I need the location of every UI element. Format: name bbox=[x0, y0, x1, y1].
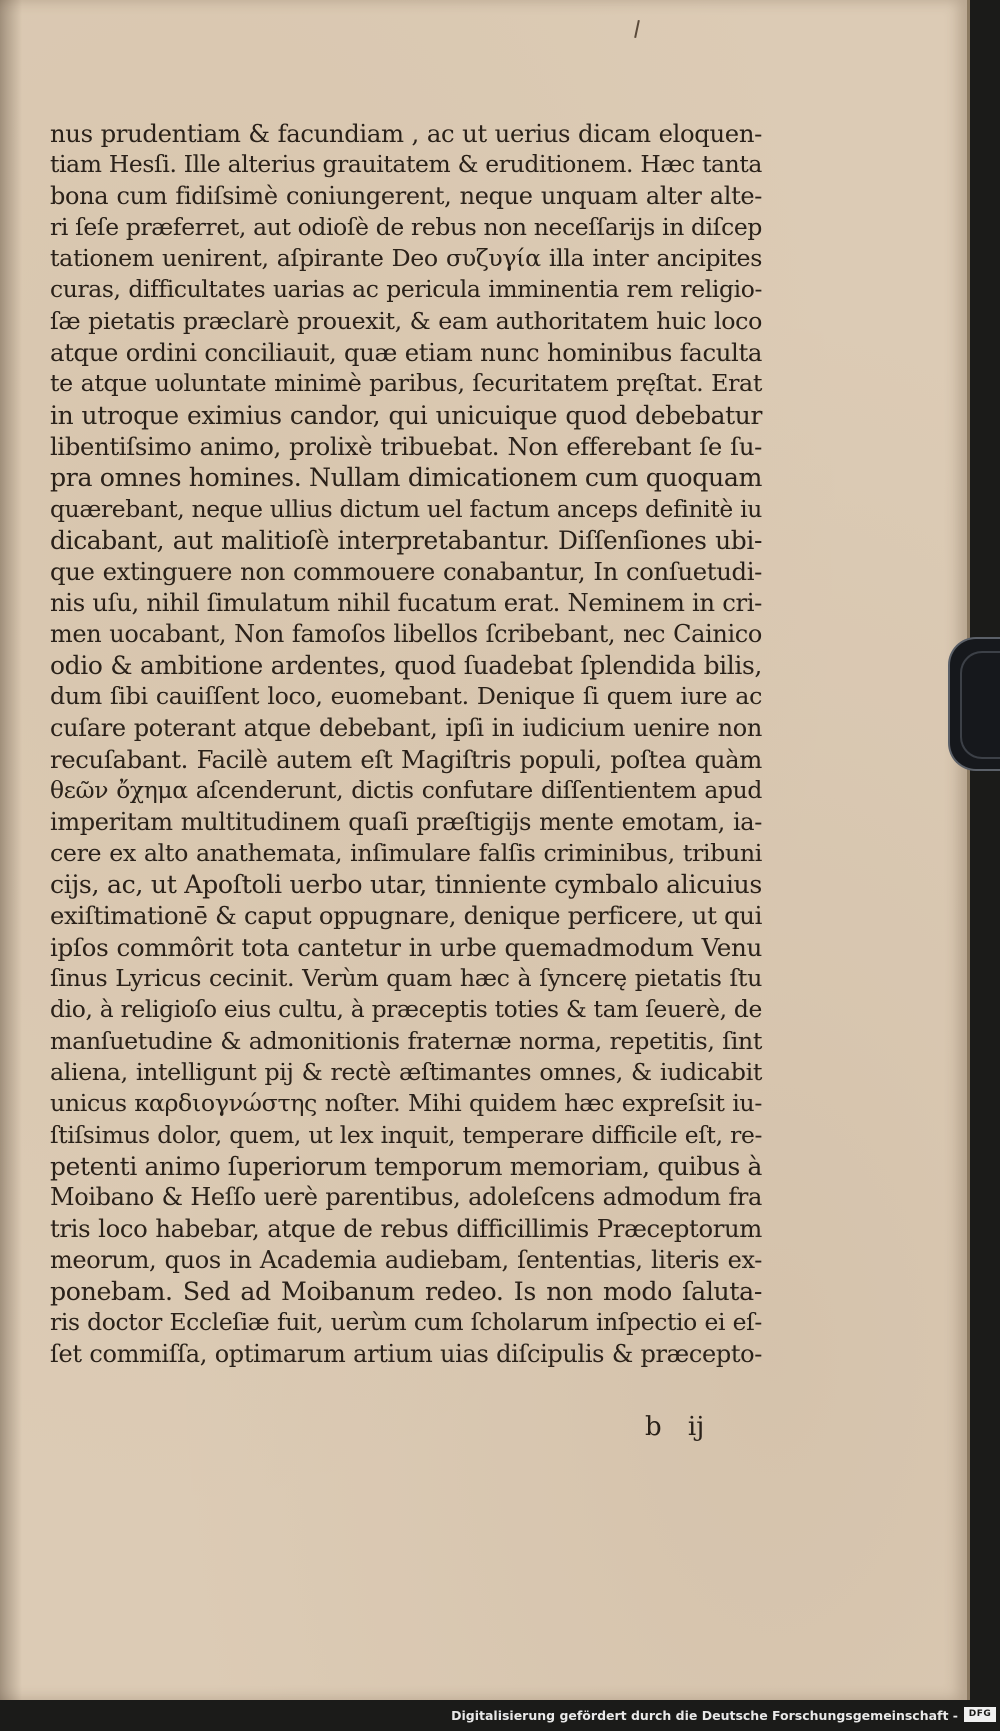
binding-clip-icon bbox=[948, 637, 1000, 771]
text-line: ri ſeſe præferret, aut odioſè de rebus non neceſſarijs in diſcep bbox=[50, 212, 762, 241]
text-line: exiſtimationē & caput oppugnare, denique perficere, ut qui bbox=[50, 901, 762, 931]
text-line: quærebant, neque ullius dictum uel factum anceps definitè iu bbox=[50, 494, 762, 523]
text-line: ponebam. Sed ad Moibanum redeo. Is non modo ſaluta- bbox=[50, 1276, 762, 1306]
text-line: ſet commiſſa, optimarum artium uias diſcipulis & præcepto- bbox=[50, 1339, 762, 1368]
text-line: cuſare poterant atque debebant, ipſi in iudicium uenire non bbox=[50, 713, 762, 742]
page-gutter-shadow bbox=[0, 0, 22, 1700]
text-line: petenti animo ſuperiorum temporum memoriam, quibus à bbox=[50, 1151, 762, 1181]
text-line: manſuetudine & admonitionis fraternæ norma, repetitis, ſint bbox=[50, 1026, 762, 1055]
signature-mark: b ij bbox=[645, 1412, 705, 1442]
text-line: nis uſu, nihil ſimulatum nihil fucatum erat. Neminem in cri- bbox=[50, 588, 762, 618]
text-line: te atque uoluntate minimè paribus, ſecuritatem pręſtat. Erat bbox=[50, 369, 762, 398]
text-line: cere ex alto anathemata, inſimulare falſis criminibus, tribuni bbox=[50, 838, 762, 867]
text-line: dum ſibi cauiſſent loco, euomebant. Denique ſi quem iure ac bbox=[50, 682, 762, 711]
text-line: libentiſsimo animo, prolixè tribuebat. Non efferebant ſe ſu- bbox=[50, 431, 762, 461]
dfg-logo-icon: DFG bbox=[964, 1707, 996, 1722]
ink-mark bbox=[634, 20, 640, 38]
text-line: ſæ pietatis præclarè prouexit, & eam authoritatem huic loco bbox=[50, 306, 762, 335]
text-line: ſinus Lyricus cecinit. Verùm quam hæc à ſyncerę pietatis ſtu bbox=[50, 964, 762, 993]
text-line: meorum, quos in Academia audiebam, ſententias, literis ex- bbox=[50, 1245, 762, 1274]
footer-bar bbox=[0, 1700, 1000, 1731]
text-line: tationem uenirent, aſpirante Deo συζυγία illa inter ancipites bbox=[50, 244, 762, 273]
text-line: ipſos commôrit tota cantetur in urbe quemadmodum Venu bbox=[50, 932, 762, 962]
text-line: que extinguere non commouere conabantur, In conſuetudi- bbox=[50, 557, 762, 587]
text-line: bona cum fidiſsimè coniungerent, neque unquam alter alte- bbox=[50, 181, 762, 210]
text-line: unicus καρδιογνώστης noſter. Mihi quidem hæc expreſsit iu- bbox=[50, 1089, 762, 1118]
text-line: imperitam multitudinem quaſi præſtigijs mente emotam, ia- bbox=[50, 807, 762, 836]
funding-credit: Digitalisierung gefördert durch die Deutsche Forschungsgemeinschaft - bbox=[451, 1708, 958, 1723]
text-line: dio, à religioſo eius cultu, à præceptis toties & tam ſeuerè, de bbox=[50, 995, 762, 1024]
text-line: cijs, ac, ut Apoſtoli uerbo utar, tinniente cymbalo alicuius bbox=[50, 870, 762, 900]
text-line: Moibano & Heſſo uerè parentibus, adoleſcens admodum fra bbox=[50, 1183, 762, 1212]
binding-clip-inner bbox=[960, 651, 1000, 759]
text-line: atque ordini conciliauit, quæ etiam nunc hominibus faculta bbox=[50, 338, 762, 368]
text-line: recuſabant. Facilè autem eſt Magiſtris populi, poſtea quàm bbox=[50, 744, 762, 774]
text-line: ris doctor Eccleſiæ fuit, uerùm cum ſcholarum inſpectio ei eſ- bbox=[50, 1308, 762, 1337]
text-line: nus prudentiam & facundiam , ac ut uerius dicam eloquen- bbox=[50, 119, 762, 148]
body-text bbox=[50, 118, 762, 1370]
text-line: ſtiſsimus dolor, quem, ut lex inquit, temperare difficile eſt, re- bbox=[50, 1120, 762, 1149]
text-line: tris loco habebar, atque de rebus difficillimis Præceptorum bbox=[50, 1214, 762, 1244]
text-line: odio & ambitione ardentes, quod ſuadebat ſplendida bilis, bbox=[50, 651, 762, 681]
text-line: aliena, intelligunt pij & rectè æſtimantes omnes, & iudicabit bbox=[50, 1057, 762, 1086]
text-line: in utroque eximius candor, qui unicuique quod debebatur bbox=[50, 400, 762, 430]
text-line: θεῶν ὄχημα aſcenderunt, dictis confutare diſſentientem apud bbox=[50, 776, 762, 805]
text-line: curas, difficultates uarias ac pericula imminentia rem religio- bbox=[50, 275, 762, 304]
text-line: men uocabant, Non famoſos libellos ſcribebant, nec Cainico bbox=[50, 619, 762, 648]
text-line: dicabant, aut malitioſè interpretabantur. Diſſenſiones ubi- bbox=[50, 525, 762, 555]
text-line: tiam Hesſi. Ille alterius grauitatem & eruditionem. Hæc tanta bbox=[50, 150, 762, 179]
text-line: pra omnes homines. Nullam dimicationem cum quoquam bbox=[50, 463, 763, 493]
